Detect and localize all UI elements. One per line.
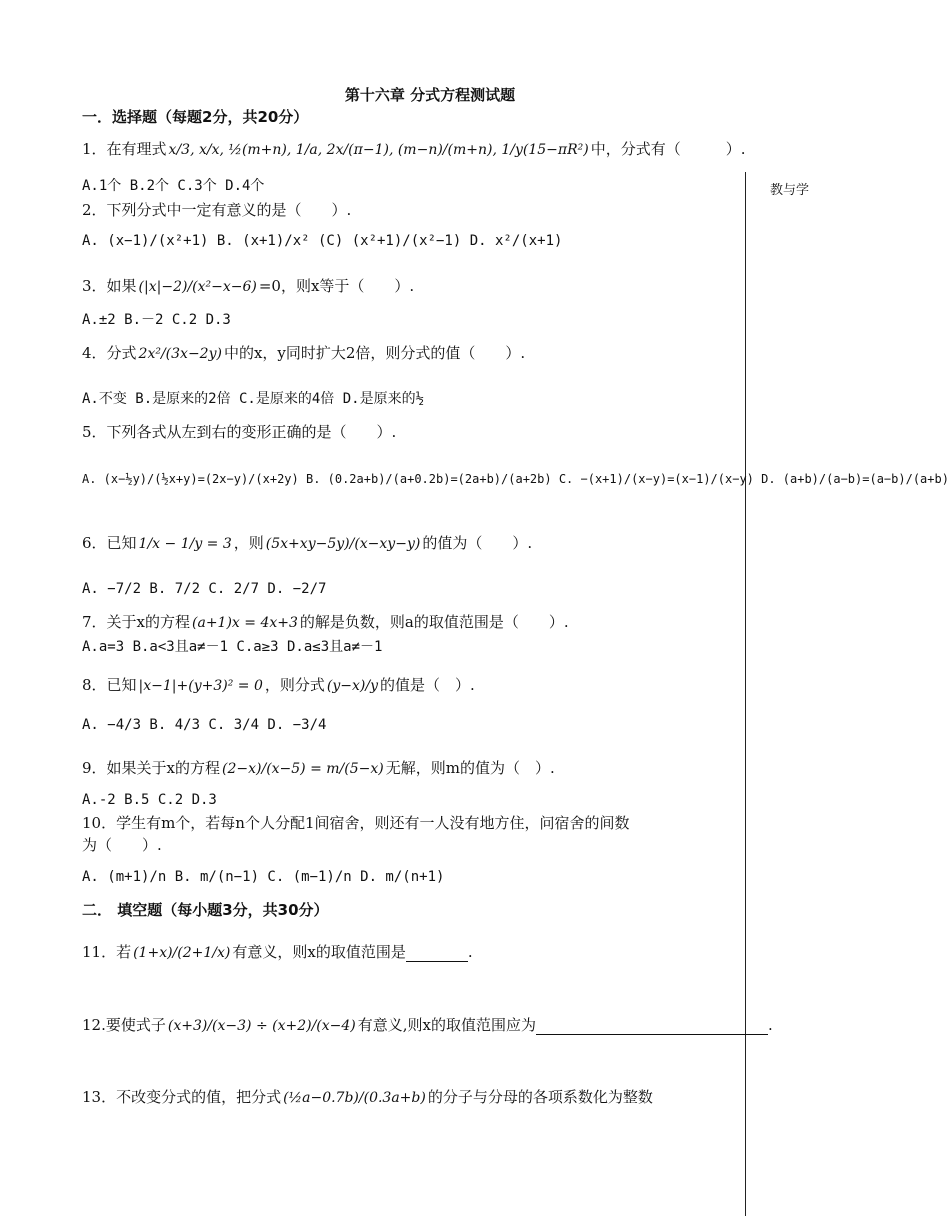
margin-divider [745, 172, 746, 1216]
question-6 [82, 534, 532, 553]
q2-options: A. (x−1)/(x²+1) B. (x+1)/x² (C) (x²+1)/(x²−1) D. x²/(x+1) [82, 233, 563, 249]
q12-answer-blank[interactable] [536, 1018, 768, 1035]
q11-end: . [467, 943, 473, 961]
q6-stem: 6．已知 [82, 534, 137, 552]
q9-tail: 无解，则m的值为（ ）. [385, 759, 555, 777]
q1-tail: 中，分式有（ ）. [590, 140, 746, 158]
q13-tail: 的分子与分母的各项系数化为整数 [427, 1088, 653, 1106]
question-8 [82, 676, 475, 695]
q6-tail: 的值为（ ）. [422, 534, 533, 552]
q9-options: A.-2 B.5 C.2 D.3 [82, 792, 217, 808]
q6-expression-target: (5x+xy−5y)/(x−xy−y) [265, 536, 421, 552]
q4-expression: 2x²/(3x−2y) [138, 346, 222, 362]
section-heading-choice: 一．选择题（每题2分，共20分） [82, 108, 309, 126]
q7-expression: (a+1)x = 4x+3 [192, 615, 298, 631]
q7-tail: 的解是负数，则a的取值范围是（ ）. [299, 613, 569, 631]
question-5: 5．下列各式从左到右的变形正确的是（ ）. [82, 423, 397, 441]
question-2: 2．下列分式中一定有意义的是（ ）. [82, 201, 352, 219]
question-3 [82, 277, 414, 296]
q8-options: A. −4/3 B. 4/3 C. 3/4 D. −3/4 [82, 717, 327, 733]
q3-tail: =0，则x等于（ ）. [258, 277, 415, 295]
q6-mid: ，则 [233, 534, 264, 552]
question-13 [82, 1088, 653, 1107]
q1-options: A.1个 B.2个 C.3个 D.4个 [82, 178, 265, 194]
q8-mid: ，则分式 [264, 676, 325, 694]
q3-stem: 3．如果 [82, 277, 137, 295]
q8-expression-target: (y−x)/y [326, 678, 378, 694]
question-7 [82, 613, 569, 632]
q3-options: A.±2 B.－2 C.2 D.3 [82, 312, 231, 328]
q11-answer-blank[interactable] [406, 945, 468, 962]
margin-label: 教与学 [770, 183, 810, 198]
q7-stem: 7．关于x的方程 [82, 613, 191, 631]
q8-expression-given: |x−1|+(y+3)² = 0 [138, 678, 263, 694]
section-heading-fill: 二． 填空题（每小题3分，共30分） [82, 901, 329, 919]
q9-expression: (2−x)/(x−5) = m/(5−x) [222, 761, 384, 777]
q4-options: A.不变 B.是原来的2倍 C.是原来的4倍 D.是原来的½ [82, 391, 425, 407]
q9-stem: 9．如果关于x的方程 [82, 759, 221, 777]
q11-tail: 有意义，则x的取值范围是 [232, 943, 406, 961]
q3-expression: (|x|−2)/(x²−x−6) [138, 279, 257, 295]
q12-tail: 有意义,则x的取值范围应为 [357, 1016, 536, 1034]
question-10-line-1: 10．学生有m个，若每n个人分配1间宿舍，则还有一人没有地方住，问宿舍的间数 [82, 814, 630, 832]
q5-options: A. (x−½y)/(½x+y)=(2x−y)/(x+2y) B. (0.2a+b)/(a+0.2b)=(2a+b)/(a+2b) C. −(x+1)/(x−y)=(x−1)/(x−y) D. (a+b)/(a−b)=(a−b)/(a+b) [82, 472, 949, 486]
q10-options: A. (m+1)/n B. m/(n−1) C. (m−1)/n D. m/(n+1) [82, 869, 445, 885]
question-9 [82, 759, 555, 778]
q6-expression-given: 1/x − 1/y = 3 [138, 536, 232, 552]
question-10-line-2: 为（ ）. [82, 836, 162, 854]
q13-expression: (½a−0.7b)/(0.3a+b) [283, 1090, 426, 1106]
q7-options: A.a=3 B.a<3且a≠－1 C.a≥3 D.a≤3且a≠－1 [82, 639, 383, 655]
q12-expression: (x+3)/(x−3) ÷ (x+2)/(x−4) [167, 1018, 356, 1034]
question-12 [82, 1016, 773, 1035]
q1-expression: x/3, x/x, ½(m+n), 1/a, 2x/(π−1), (m−n)/(m+n), 1/y(15−πR²) [168, 142, 589, 158]
q13-stem: 13．不改变分式的值，把分式 [82, 1088, 282, 1106]
q1-stem: 1．在有理式 [82, 140, 167, 158]
q12-stem: 12.要使式子 [82, 1016, 166, 1034]
q4-tail: 中的x，y同时扩大2倍，则分式的值（ ）. [223, 344, 526, 362]
q8-tail: 的值是（ ）. [379, 676, 475, 694]
question-11 [82, 943, 473, 962]
question-1 [82, 140, 746, 159]
q4-stem: 4．分式 [82, 344, 137, 362]
q11-stem: 11．若 [82, 943, 132, 961]
page-title: 第十六章 分式方程测试题 [344, 86, 516, 104]
q11-expression: (1+x)/(2+1/x) [133, 945, 231, 961]
q8-stem: 8．已知 [82, 676, 137, 694]
q6-options: A. −7/2 B. 7/2 C. 2/7 D. −2/7 [82, 581, 327, 597]
question-4 [82, 344, 525, 363]
q12-end: . [768, 1016, 773, 1034]
